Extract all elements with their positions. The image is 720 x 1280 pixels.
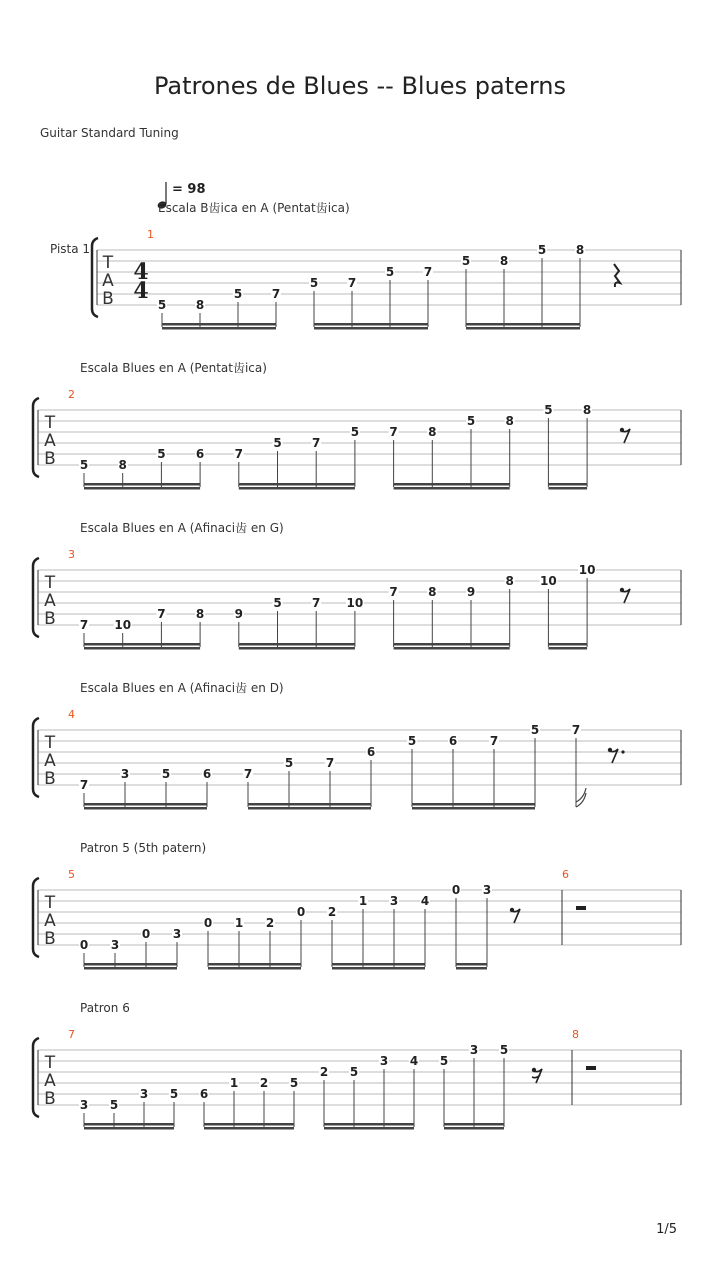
beam-secondary [456,967,487,970]
fret-number: 5 [157,298,167,312]
measure-number: 1 [147,228,154,241]
beam-secondary [332,967,425,970]
fret-number: 7 [157,607,166,621]
fret-number: 7 [423,265,433,279]
beam-primary [84,803,207,806]
measure-number: 4 [68,708,75,721]
fret-number: 5 [284,756,294,770]
fret-number: 10 [114,618,132,632]
tab-clef-letter: T [102,253,114,273]
fret-number: 8 [505,414,514,428]
beam-primary [394,483,510,486]
tab-clef-letter: B [44,929,56,949]
beam-primary [84,483,200,486]
beam-secondary [394,647,510,650]
tab-clef-letter: T [44,573,56,593]
tab-clef-letter: B [44,1089,56,1109]
fret-number: 2 [259,1076,269,1090]
beam-secondary [84,807,207,810]
fret-number: 5 [499,1043,509,1057]
fret-number: 9 [466,585,476,599]
fret-number: 1 [229,1076,239,1090]
fret-number: 7 [489,734,499,748]
fret-number: 8 [505,574,514,588]
beam-secondary [314,327,428,330]
beam-secondary [548,487,587,490]
beam-secondary [208,967,301,970]
beam-secondary [84,647,200,650]
beam-primary [208,963,301,966]
fret-number: 3 [469,1043,479,1057]
eighth-rest-icon [512,909,520,923]
fret-number: 5 [109,1098,119,1112]
fret-number: 7 [312,596,321,610]
fret-number: 5 [544,403,553,417]
fret-number: 0 [141,927,151,941]
fret-number: 0 [79,938,89,952]
fret-number: 3 [139,1087,149,1101]
page-number: 1/5 [656,1222,677,1237]
fret-number: 5 [537,243,547,257]
beam-primary [239,483,355,486]
fret-number: 10 [578,563,596,577]
fret-number: 7 [389,585,398,599]
fret-number: 8 [195,298,205,312]
beam-secondary [239,647,355,650]
beam-primary [456,963,487,966]
fret-number: 8 [575,243,585,257]
fret-number: 7 [325,756,335,770]
fret-number: 2 [327,905,337,919]
beam-primary [332,963,425,966]
fret-number: 5 [233,287,243,301]
beam-primary [548,483,587,486]
fret-number: 7 [312,436,321,450]
beam-primary [248,803,371,806]
fret-number: 5 [161,767,171,781]
fret-number: 2 [319,1065,329,1079]
eighth-rest-icon [622,429,630,443]
tab-clef-letter: B [44,769,56,789]
fret-number: 10 [540,574,557,588]
tab-clef-letter: A [44,751,56,771]
fret-number: 5 [169,1087,179,1101]
fret-number: 3 [379,1054,389,1068]
measure-number: 3 [68,548,75,561]
beam-secondary [394,487,510,490]
fret-number: 2 [265,916,275,930]
tab-clef-letter: B [44,609,56,629]
fret-number: 5 [461,254,471,268]
tab-clef-letter: B [102,289,114,309]
fret-number: 5 [289,1076,299,1090]
fret-number: 6 [448,734,458,748]
tab-clef-letter: A [102,271,114,291]
section-label: Escala Blues en A (Pentat齿ica) [80,361,267,375]
fret-number: 5 [157,447,166,461]
fret-number: 10 [346,596,364,610]
tuning-label: Guitar Standard Tuning [40,126,179,140]
fret-number: 9 [234,607,243,621]
tab-clef-letter: B [44,449,56,469]
beam-primary [84,963,177,966]
time-signature-bottom: 4 [133,278,149,304]
beam-primary [412,803,535,806]
fret-number: 7 [389,425,398,439]
fret-number: 8 [428,585,437,599]
fret-number: 7 [271,287,281,301]
section-label: Escala B齿ica en A (Pentat齿ica) [158,201,350,215]
fret-number: 7 [243,767,253,781]
tab-clef-letter: T [44,1053,56,1073]
fret-number: 7 [79,618,89,632]
fret-number: 7 [79,778,89,792]
fret-number: 1 [234,916,244,930]
beam-secondary [84,1127,174,1130]
fret-number: 0 [296,905,306,919]
beam-primary [548,643,587,646]
tempo-marking: = 98 [172,182,206,197]
time-signature-top: 4 [133,259,149,285]
note-flag [576,788,586,807]
fret-number: 5 [439,1054,449,1068]
beam-secondary [204,1127,294,1130]
eighth-rest-icon [610,749,618,763]
beam-primary [394,643,510,646]
fret-number: 8 [428,425,437,439]
beam-primary [314,323,428,326]
tab-clef-letter: A [44,911,56,931]
beam-secondary [412,807,535,810]
measure-number: 2 [68,388,75,401]
beam-primary [204,1123,294,1126]
measure-number: 7 [68,1028,75,1041]
beam-secondary [444,1127,504,1130]
beam-primary [444,1123,504,1126]
beam-secondary [548,647,587,650]
fret-number: 0 [451,883,461,897]
track-name: Pista 1 [50,242,91,256]
beam-secondary [84,967,177,970]
tab-clef-letter: T [44,893,56,913]
fret-number: 7 [234,447,243,461]
fret-number: 6 [202,767,212,781]
section-label: Escala Blues en A (Afinaci齿 en G) [80,521,284,535]
fret-number: 6 [366,745,376,759]
fret-number: 3 [79,1098,89,1112]
fret-number: 5 [407,734,417,748]
measure-number: 5 [68,868,75,881]
beam-secondary [324,1127,414,1130]
measure-number: 8 [572,1028,579,1041]
half-rest-icon [576,906,586,910]
fret-number: 3 [172,927,182,941]
fret-number: 5 [273,436,282,450]
score-title: Patrones de Blues -- Blues paterns [154,72,566,100]
fret-number: 5 [349,1065,359,1079]
fret-number: 8 [118,458,127,472]
fret-number: 6 [199,1087,209,1101]
tab-clef-letter: A [44,1071,56,1091]
tab-clef-letter: T [44,413,56,433]
beam-secondary [84,487,200,490]
fret-number: 5 [309,276,319,290]
beam-secondary [466,327,580,330]
quarter-rest-icon [614,264,620,287]
measure-number: 6 [562,868,569,881]
beam-primary [239,643,355,646]
fret-number: 3 [120,767,130,781]
fret-number: 5 [530,723,540,737]
half-rest-icon [586,1066,596,1070]
fret-number: 4 [420,894,430,908]
tab-clef-letter: T [44,733,56,753]
fret-number: 5 [350,425,360,439]
fret-number: 5 [79,458,89,472]
beam-primary [324,1123,414,1126]
beam-primary [84,643,200,646]
tab-clef-letter: A [44,591,56,611]
beam-primary [466,323,580,326]
fret-number: 8 [582,403,592,417]
fret-number: 0 [203,916,213,930]
section-label: Patron 6 [80,1001,130,1015]
fret-number: 7 [571,723,581,737]
fret-number: 3 [482,883,492,897]
fret-number: 1 [358,894,368,908]
beam-secondary [248,807,371,810]
fret-number: 5 [466,414,476,428]
fret-number: 8 [499,254,509,268]
beam-primary [162,323,276,326]
tab-clef-letter: A [44,431,56,451]
beam-secondary [162,327,276,330]
fret-number: 7 [347,276,357,290]
fret-number: 5 [385,265,395,279]
section-label: Escala Blues en A (Afinaci齿 en D) [80,681,284,695]
beam-secondary [239,487,355,490]
eighth-rest-icon [622,589,630,603]
fret-number: 6 [195,447,205,461]
fret-number: 3 [110,938,120,952]
beam-primary [84,1123,174,1126]
augmentation-dot-icon [621,750,624,753]
fret-number: 4 [409,1054,419,1068]
fret-number: 8 [195,607,205,621]
fret-number: 5 [273,596,282,610]
fret-number: 3 [389,894,399,908]
section-label: Patron 5 (5th patern) [80,841,207,855]
